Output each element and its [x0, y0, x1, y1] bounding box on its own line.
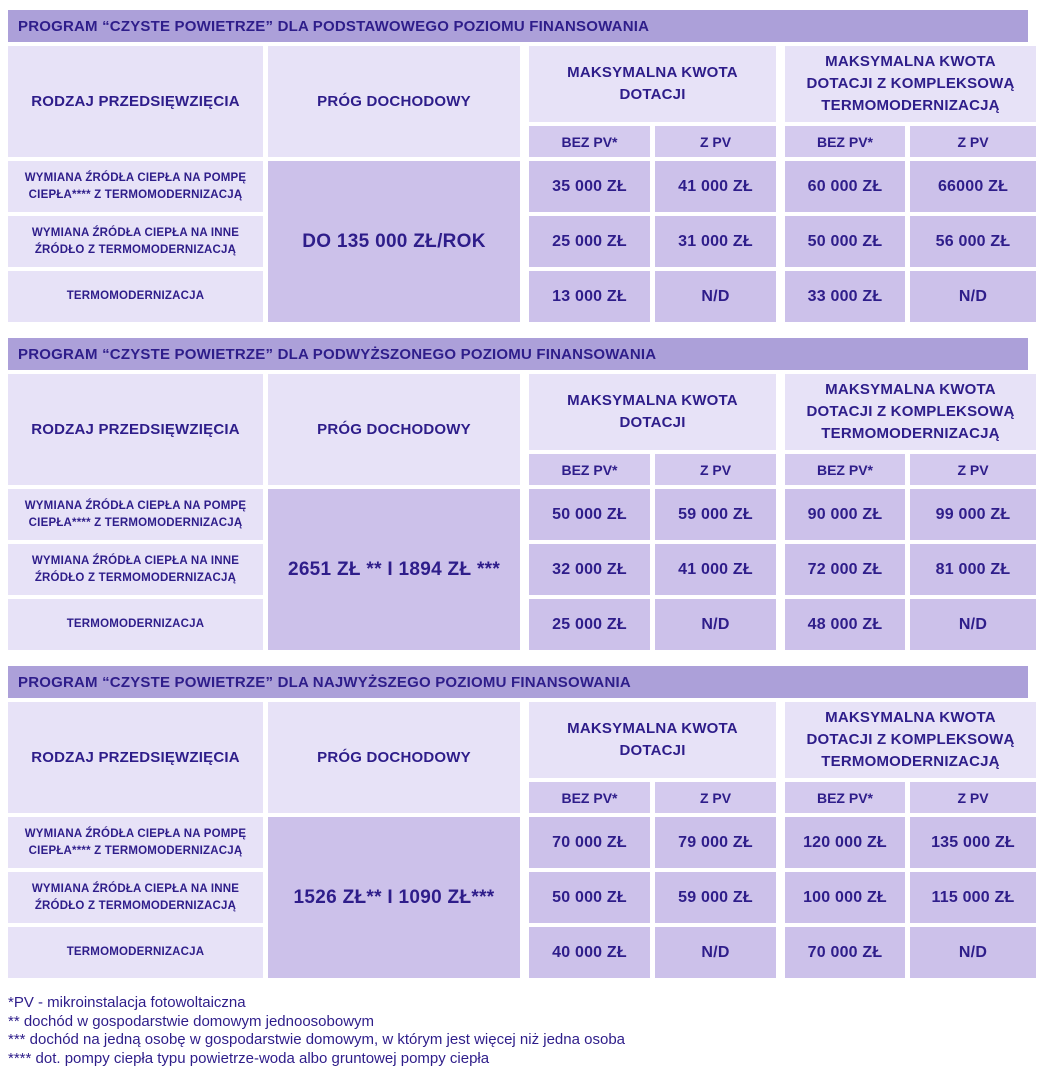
amount-cell: N/D	[910, 599, 1036, 650]
group-header-dotacja-termo: MAKSYMALNA KWOTA DOTACJI Z KOMPLEKSOWĄ TERMOMODERNIZACJĄ	[785, 702, 1036, 778]
amount-cell: N/D	[655, 599, 776, 650]
subheader-z-pv: Z PV	[655, 126, 776, 157]
amount-cell: 32 000 ZŁ	[529, 544, 650, 595]
amount-cell: 60 000 ZŁ	[785, 161, 905, 212]
subheader-z-pv: Z PV	[655, 454, 776, 485]
subheader-z-pv: Z PV	[910, 782, 1036, 813]
footnote-multi-household: *** dochód na jedną osobę w gospodarstwie domowym, w którym jest więcej niż jedna osoba	[8, 1031, 625, 1049]
subheader-z-pv: Z PV	[655, 782, 776, 813]
amount-cell: 41 000 ZŁ	[655, 161, 776, 212]
subheader-z-pv: Z PV	[910, 126, 1036, 157]
income-threshold-cell: DO 135 000 ZŁ/ROK	[268, 161, 520, 322]
amount-cell: 70 000 ZŁ	[529, 817, 650, 868]
group-header-dotacja: MAKSYMALNA KWOTA DOTACJI	[529, 702, 776, 778]
amount-cell: 13 000 ZŁ	[529, 271, 650, 322]
amount-cell: 50 000 ZŁ	[529, 489, 650, 540]
amount-cell: 81 000 ZŁ	[910, 544, 1036, 595]
income-threshold-cell: 2651 ZŁ ** I 1894 ZŁ ***	[268, 489, 520, 650]
amount-cell: 35 000 ZŁ	[529, 161, 650, 212]
row-label: WYMIANA ŹRÓDŁA CIEPŁA NA POMPĘ CIEPŁA**** Z TERMOMODERNIZACJĄ	[8, 489, 263, 540]
footnote-pv: *PV - mikroinstalacja fotowoltaiczna	[8, 994, 246, 1011]
column-header-prog: PRÓG DOCHODOWY	[268, 46, 520, 157]
column-header-rodzaj: RODZAJ PRZEDSIĘWZIĘCIA	[8, 374, 263, 485]
row-label: WYMIANA ŹRÓDŁA CIEPŁA NA POMPĘ CIEPŁA**** Z TERMOMODERNIZACJĄ	[8, 161, 263, 212]
amount-cell: 41 000 ZŁ	[655, 544, 776, 595]
column-header-rodzaj: RODZAJ PRZEDSIĘWZIĘCIA	[8, 46, 263, 157]
row-label: TERMOMODERNIZACJA	[8, 927, 263, 978]
amount-cell: 70 000 ZŁ	[785, 927, 905, 978]
amount-cell: 59 000 ZŁ	[655, 872, 776, 923]
amount-cell: 115 000 ZŁ	[910, 872, 1036, 923]
table-highest-level	[8, 666, 1028, 978]
amount-cell: 25 000 ZŁ	[529, 599, 650, 650]
row-label: WYMIANA ŹRÓDŁA CIEPŁA NA INNE ŹRÓDŁO Z TERMOMODERNIZACJĄ	[8, 544, 263, 595]
amount-cell: 135 000 ZŁ	[910, 817, 1036, 868]
amount-cell: 59 000 ZŁ	[655, 489, 776, 540]
table-title: PROGRAM “CZYSTE POWIETRZE” DLA PODWYŻSZONEGO POZIOMU FINANSOWANIA	[18, 346, 657, 363]
table-grid	[8, 702, 1028, 978]
subheader-bez-pv: BEZ PV*	[785, 782, 905, 813]
footnote-single-household: ** dochód w gospodarstwie domowym jednoosobowym	[8, 1012, 375, 1030]
amount-cell: N/D	[655, 927, 776, 978]
column-header-prog: PRÓG DOCHODOWY	[268, 374, 520, 485]
amount-cell: 66000 ZŁ	[910, 161, 1036, 212]
footnotes	[8, 994, 1028, 1068]
table-grid	[8, 46, 1028, 322]
table-title-band	[8, 10, 1028, 42]
amount-cell: 50 000 ZŁ	[785, 216, 905, 267]
group-header-dotacja: MAKSYMALNA KWOTA DOTACJI	[529, 374, 776, 450]
amount-cell: 100 000 ZŁ	[785, 872, 905, 923]
row-label: WYMIANA ŹRÓDŁA CIEPŁA NA POMPĘ CIEPŁA**** Z TERMOMODERNIZACJĄ	[8, 817, 263, 868]
amount-cell: 90 000 ZŁ	[785, 489, 905, 540]
amount-cell: 99 000 ZŁ	[910, 489, 1036, 540]
row-label: TERMOMODERNIZACJA	[8, 599, 263, 650]
table-basic-level	[8, 10, 1028, 322]
amount-cell: 40 000 ZŁ	[529, 927, 650, 978]
group-header-dotacja-termo: MAKSYMALNA KWOTA DOTACJI Z KOMPLEKSOWĄ TERMOMODERNIZACJĄ	[785, 374, 1036, 450]
subheader-bez-pv: BEZ PV*	[529, 782, 650, 813]
subheader-bez-pv: BEZ PV*	[785, 126, 905, 157]
table-title: PROGRAM “CZYSTE POWIETRZE” DLA PODSTAWOWEGO POZIOMU FINANSOWANIA	[18, 18, 650, 35]
row-label: WYMIANA ŹRÓDŁA CIEPŁA NA INNE ŹRÓDŁO Z TERMOMODERNIZACJĄ	[8, 872, 263, 923]
amount-cell: 56 000 ZŁ	[910, 216, 1036, 267]
group-header-dotacja-termo: MAKSYMALNA KWOTA DOTACJI Z KOMPLEKSOWĄ TERMOMODERNIZACJĄ	[785, 46, 1036, 122]
table-title-band	[8, 338, 1028, 370]
amount-cell: 79 000 ZŁ	[655, 817, 776, 868]
amount-cell: 48 000 ZŁ	[785, 599, 905, 650]
amount-cell: N/D	[910, 927, 1036, 978]
subheader-z-pv: Z PV	[910, 454, 1036, 485]
amount-cell: 50 000 ZŁ	[529, 872, 650, 923]
row-label: TERMOMODERNIZACJA	[8, 271, 263, 322]
column-header-prog: PRÓG DOCHODOWY	[268, 702, 520, 813]
amount-cell: 25 000 ZŁ	[529, 216, 650, 267]
table-title: PROGRAM “CZYSTE POWIETRZE” DLA NAJWYŻSZEGO POZIOMU FINANSOWANIA	[18, 674, 631, 691]
table-grid	[8, 374, 1028, 650]
subheader-bez-pv: BEZ PV*	[785, 454, 905, 485]
table-title-band	[8, 666, 1028, 698]
amount-cell: 31 000 ZŁ	[655, 216, 776, 267]
table-increased-level	[8, 338, 1028, 650]
row-label: WYMIANA ŹRÓDŁA CIEPŁA NA INNE ŹRÓDŁO Z TERMOMODERNIZACJĄ	[8, 216, 263, 267]
income-threshold-cell: 1526 ZŁ** I 1090 ZŁ***	[268, 817, 520, 978]
amount-cell: 72 000 ZŁ	[785, 544, 905, 595]
subheader-bez-pv: BEZ PV*	[529, 126, 650, 157]
subheader-bez-pv: BEZ PV*	[529, 454, 650, 485]
amount-cell: N/D	[910, 271, 1036, 322]
group-header-dotacja: MAKSYMALNA KWOTA DOTACJI	[529, 46, 776, 122]
footnote-heat-pump: **** dot. pompy ciepła typu powietrze-woda albo gruntowej pompy ciepła	[8, 1050, 490, 1068]
amount-cell: 33 000 ZŁ	[785, 271, 905, 322]
column-header-rodzaj: RODZAJ PRZEDSIĘWZIĘCIA	[8, 702, 263, 813]
amount-cell: N/D	[655, 271, 776, 322]
amount-cell: 120 000 ZŁ	[785, 817, 905, 868]
